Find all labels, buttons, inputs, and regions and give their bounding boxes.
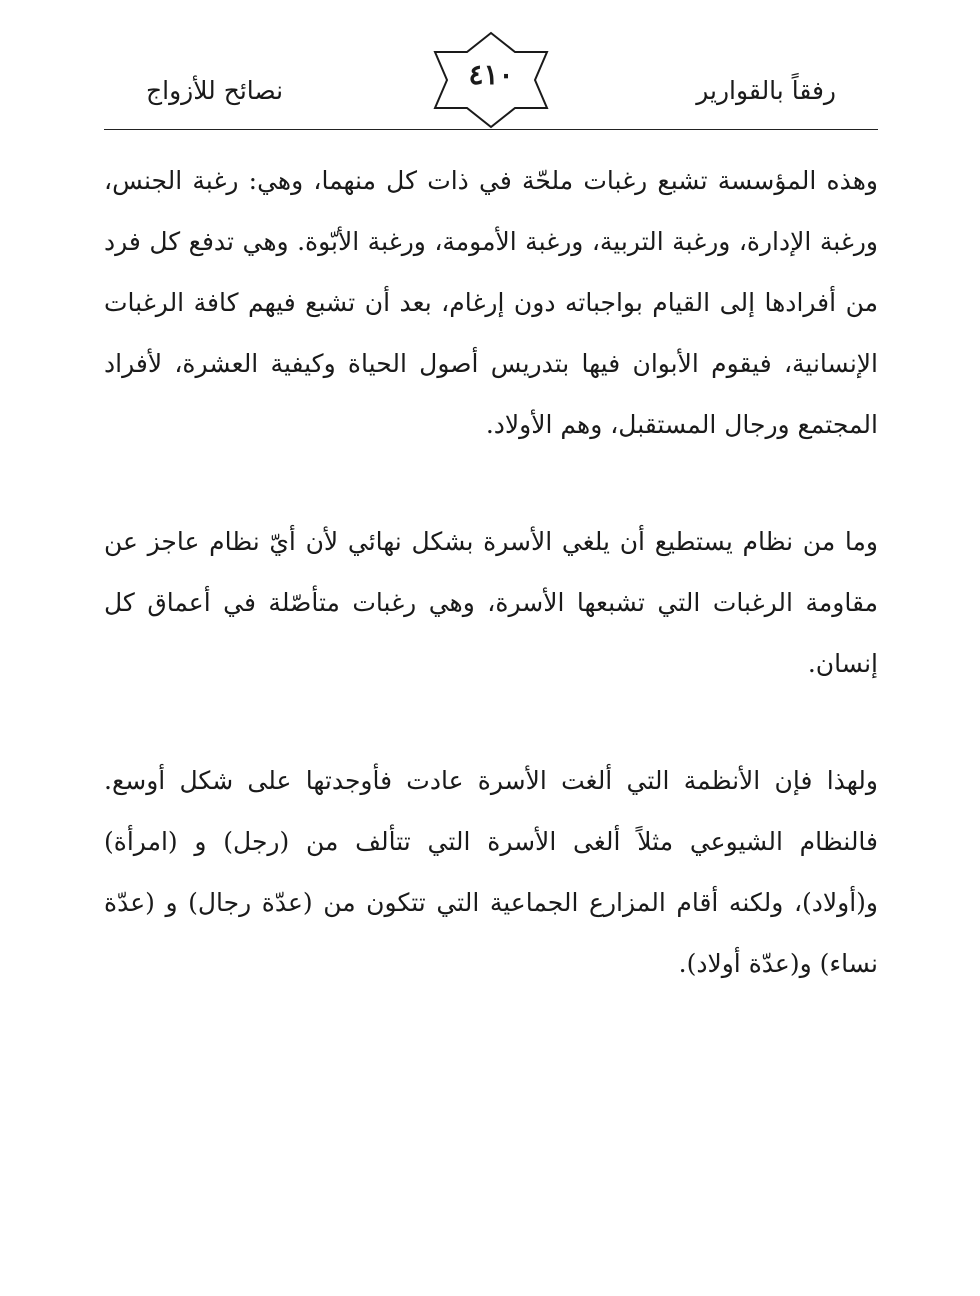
chapter-title: نصائح للأزواج	[146, 76, 284, 105]
paragraph-3: ولهذا فإن الأنظمة التي ألغت الأسرة عادت فأوجدتها على شكل أوسع. فالنظام الشيوعي مثلاً ألغى الأسرة التي تتألف من (رجل) و (امرأة) و(أولاد)، ولكنه أقام المزارع الجماعية التي تتكون من (عدّة رجال) و (عدّة نساء) و(عدّة أولاد).	[104, 766, 878, 978]
header-divider	[104, 129, 878, 130]
page-body	[104, 150, 878, 994]
page-number: ٤١٠	[468, 58, 514, 91]
book-title: رفقاً بالقوارير	[696, 76, 836, 105]
paragraph-1: وهذه المؤسسة تشبع رغبات ملحّة في ذات كل منهما، وهي: رغبة الجنس، ورغبة الإدارة، ورغبة التربية، ورغبة الأمومة، ورغبة الأبّوة. وهي تدفع كل فرد من أفرادها إلى القيام بواجباته دون إرغام، بعد أن تشبع فيهم كافة الرغبات الإنسانية، فيقوم الأبوان فيها بتدريس أصول الحياة وكيفية العشرة، لأفراد المجتمع ورجال المستقبل، وهم الأولاد.	[104, 166, 878, 439]
page-number-badge	[426, 30, 556, 130]
paragraph-2: وما من نظام يستطيع أن يلغي الأسرة بشكل نهائي لأن أيّ نظام عاجز عن مقاومة الرغبات التي تشبعها الأسرة، وهي رغبات متأصّلة في أعماق كل إنسان.	[104, 527, 878, 678]
page-header	[104, 30, 878, 130]
